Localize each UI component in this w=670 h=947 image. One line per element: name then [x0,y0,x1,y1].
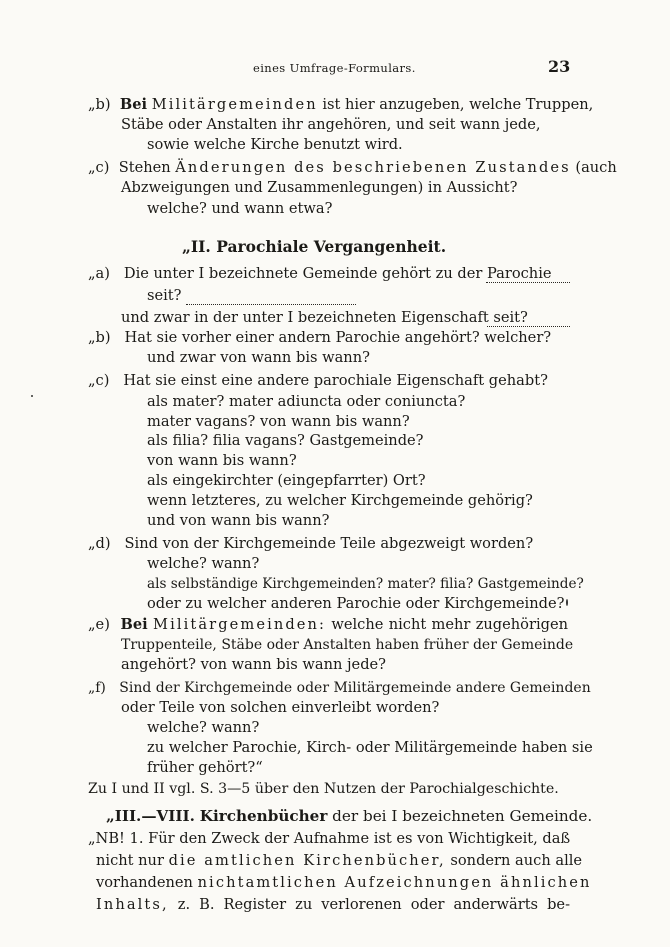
running-head: eines Umfrage-Formulars. [253,61,416,75]
question-c-parish-line-1 [88,371,548,391]
question-b-military-line-1 [88,95,594,115]
question-c-parish-line-5: von wann bis wann? [147,452,297,469]
question-d-parish-line-1 [88,534,533,554]
line-text: welche nicht mehr zugehörigen [331,616,568,633]
nb-note-line-2 [96,851,583,871]
emphasis-spaced: Militärgemeinden: [153,616,327,633]
line-text: (auch [575,159,617,176]
question-c-changes-line-2: Abzweigungen und Zusammenlegungen) in Aussicht? [121,179,518,196]
line-text: vorhandenen [96,874,193,891]
nb-note-line-4 [96,895,570,915]
question-f-parish-line-3: welche? wann? [147,719,260,736]
section-heading-iii-viii [106,806,592,826]
fill-in-blank-2 [186,292,356,305]
emphasis-spaced: Militärgemeinden [151,96,318,113]
question-e-parish-line-3: angehört? von wann bis wann jede? [121,656,386,673]
question-c-parish-line-7: wenn letzteres, zu welcher Kirchgemeinde gehörig? [147,492,533,509]
question-e-parish-line-1 [88,615,568,635]
ink-mark [566,599,568,606]
section-rest: der bei I bezeichneten Gemeinde. [332,807,593,825]
line-text: Sind von der Kirchgemeinde Teile abgezweigt worden? [124,535,534,552]
cross-reference-note: Zu I und II vgl. S. 3—5 über den Nutzen der Parochialgeschichte. [88,781,559,797]
question-b-parish-line-2: und zwar von wann bis wann? [147,349,370,366]
question-f-parish-line-2: oder Teile von solchen einverleibt worden? [121,699,440,716]
item-label: „e) [88,616,110,633]
section-numbers: „III.—VIII. [106,807,195,825]
lead-word: Bei [120,616,148,633]
line-text: Sind der Kirchgemeinde oder Militärgemeinde andere Gemeinden [119,680,591,696]
emphasis-spaced: die amtlichen Kirchenbücher, [168,852,446,869]
emphasis-spaced: nichtamtlichen Aufzeichnungen ähnlichen [197,874,592,891]
lead-word: Bei [119,96,148,113]
item-label: „f) [88,680,106,696]
fill-in-blank-1 [486,270,570,283]
question-a-parish-line-3: und zwar in der unter I bezeichneten Eigenschaft seit? [121,309,528,326]
question-c-parish-line-3: mater vagans? von wann bis wann? [147,413,410,430]
line-text: z. B. Register zu verlorenen oder anderwärts be- [177,896,570,913]
question-b-military-line-3: sowie welche Kirche benutzt wird. [147,136,403,153]
question-f-parish-line-5: früher gehört?“ [147,759,263,776]
question-c-parish-line-8: und von wann bis wann? [147,512,330,529]
question-f-parish-line-4: zu welcher Parochie, Kirch- oder Militärgemeinde haben sie [147,739,593,756]
item-label: „c) [88,159,110,176]
section-keyword: Kirchenbücher [199,807,328,825]
item-label: „a) [88,265,110,282]
line-text: ist hier anzugeben, welche Truppen, [322,96,594,113]
item-label: „b) [88,329,111,346]
line-text: sondern auch alle [450,852,583,869]
page-number: 23 [548,57,571,76]
ink-speck [31,395,33,397]
item-label: „b) [88,96,111,113]
question-d-parish-line-3: als selbständige Kirchgemeinden? mater? filia? Gastgemeinde? [147,576,584,592]
question-d-parish-line-4: oder zu welcher anderen Parochie oder Kirchgemeinde? [147,595,565,612]
line-text: nicht nur [96,852,164,869]
question-a-parish-line-1 [88,264,552,284]
line-text: Hat sie einst eine andere parochiale Eigenschaft gehabt? [123,372,548,389]
question-c-parish-line-4: als filia? filia vagans? Gastgemeinde? [147,432,424,449]
fill-in-blank-3 [487,314,570,327]
question-c-changes-line-1 [88,158,617,178]
question-b-military-line-2: Stäbe oder Anstalten ihr angehören, und seit wann jede, [121,116,541,133]
question-b-parish-line-1 [88,328,551,348]
line-text: Hat sie vorher einer andern Parochie angehört? welcher? [124,329,552,346]
question-c-parish-line-6: als eingekirchter (eingepfarrter) Ort? [147,472,426,489]
question-d-parish-line-2: welche? wann? [147,555,260,572]
item-label: „d) [88,535,111,552]
nb-note-line-3 [96,873,592,893]
question-c-changes-line-3: welche? und wann etwa? [147,200,333,217]
question-f-parish-line-1 [88,678,591,698]
nb-note-line-1: „NB! 1. Für den Zweck der Aufnahme ist es von Wichtigkeit, daß [88,830,571,847]
line-text: Die unter I bezeichnete Gemeinde gehört zu der Parochie [123,265,552,282]
section-heading-ii: „II. Parochiale Vergangenheit. [182,237,447,256]
question-a-parish-line-2: seit? [147,287,182,304]
line-text: Stehen [118,159,171,176]
item-label: „c) [88,372,110,389]
question-c-parish-line-2: als mater? mater adiuncta oder coniuncta? [147,393,466,410]
emphasis-spaced: Inhalts, [96,896,169,913]
emphasis-spaced: Änderungen des beschriebenen Zustandes [175,159,571,176]
question-e-parish-line-2: Truppenteile, Stäbe oder Anstalten haben früher der Gemeinde [121,637,574,653]
